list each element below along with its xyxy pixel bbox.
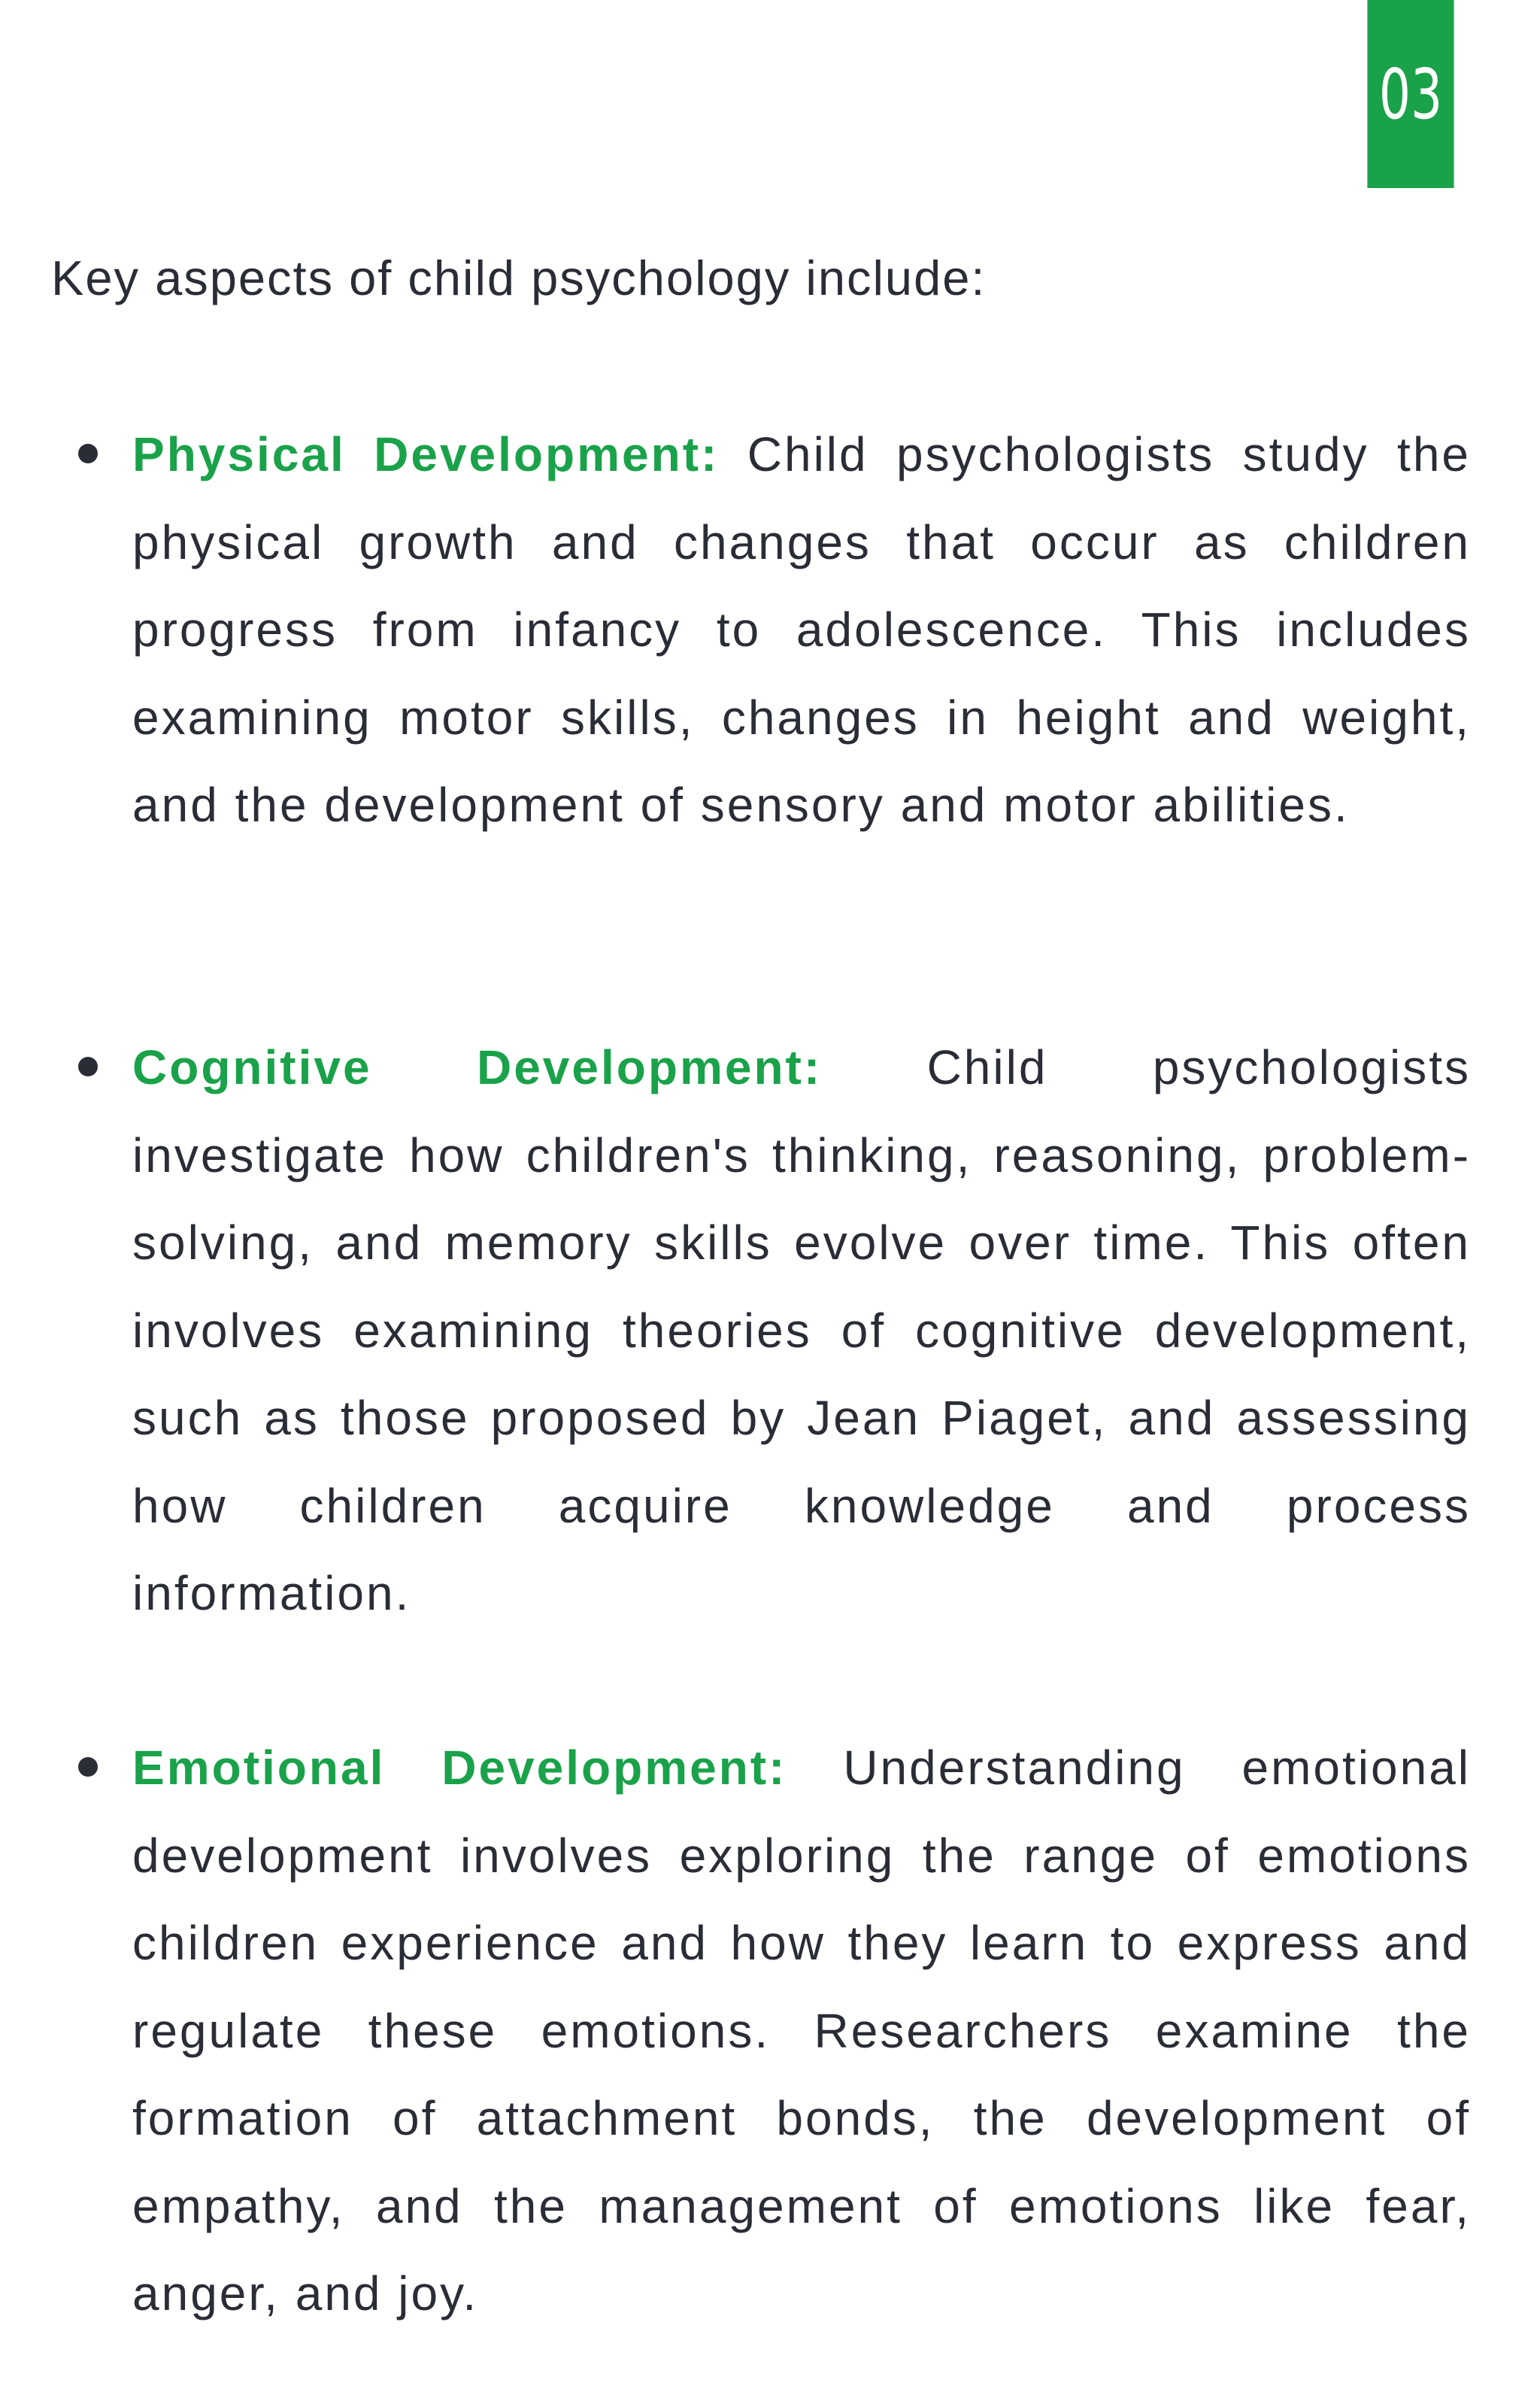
page-number: 03 xyxy=(1378,54,1443,135)
aspect-body: Understanding emotional development involves exploring the range of emotions children experience and how they learn to express and regulate these emotions. Researchers examine the formation of attachment bonds, the development of empathy, and the management of emotions like fear, anger, and joy. xyxy=(132,1741,1472,2320)
list-item-emotional-development xyxy=(132,1724,1471,2338)
bullet-dot-icon xyxy=(78,444,98,463)
list-item-cognitive-development xyxy=(132,1024,1471,1638)
bullet-dot-icon xyxy=(78,1757,98,1777)
list-item-physical-development xyxy=(132,411,1471,849)
page-number-badge xyxy=(1367,0,1454,188)
intro-text: Key aspects of child psychology include: xyxy=(51,250,987,305)
aspect-body: Child psychologists study the physical growth and changes that occur as children progress from infancy to adolescence. This includes examining motor skills, changes in height and weight, and the development of sensory and motor abilities. xyxy=(132,427,1472,832)
bullet-dot-icon xyxy=(78,1057,98,1076)
aspect-heading: Cognitive Development: xyxy=(132,1040,927,1094)
aspect-heading: Physical Development: xyxy=(132,427,747,481)
aspect-heading: Emotional Development: xyxy=(132,1741,844,1795)
aspect-body: Child psychologists investigate how children's thinking, reasoning, problem-solving, and memory skills evolve over time. This often involves examining theories of cognitive development, such as those proposed by Jean Piaget, and assessing how children acquire knowledge and process information. xyxy=(132,1040,1471,1620)
